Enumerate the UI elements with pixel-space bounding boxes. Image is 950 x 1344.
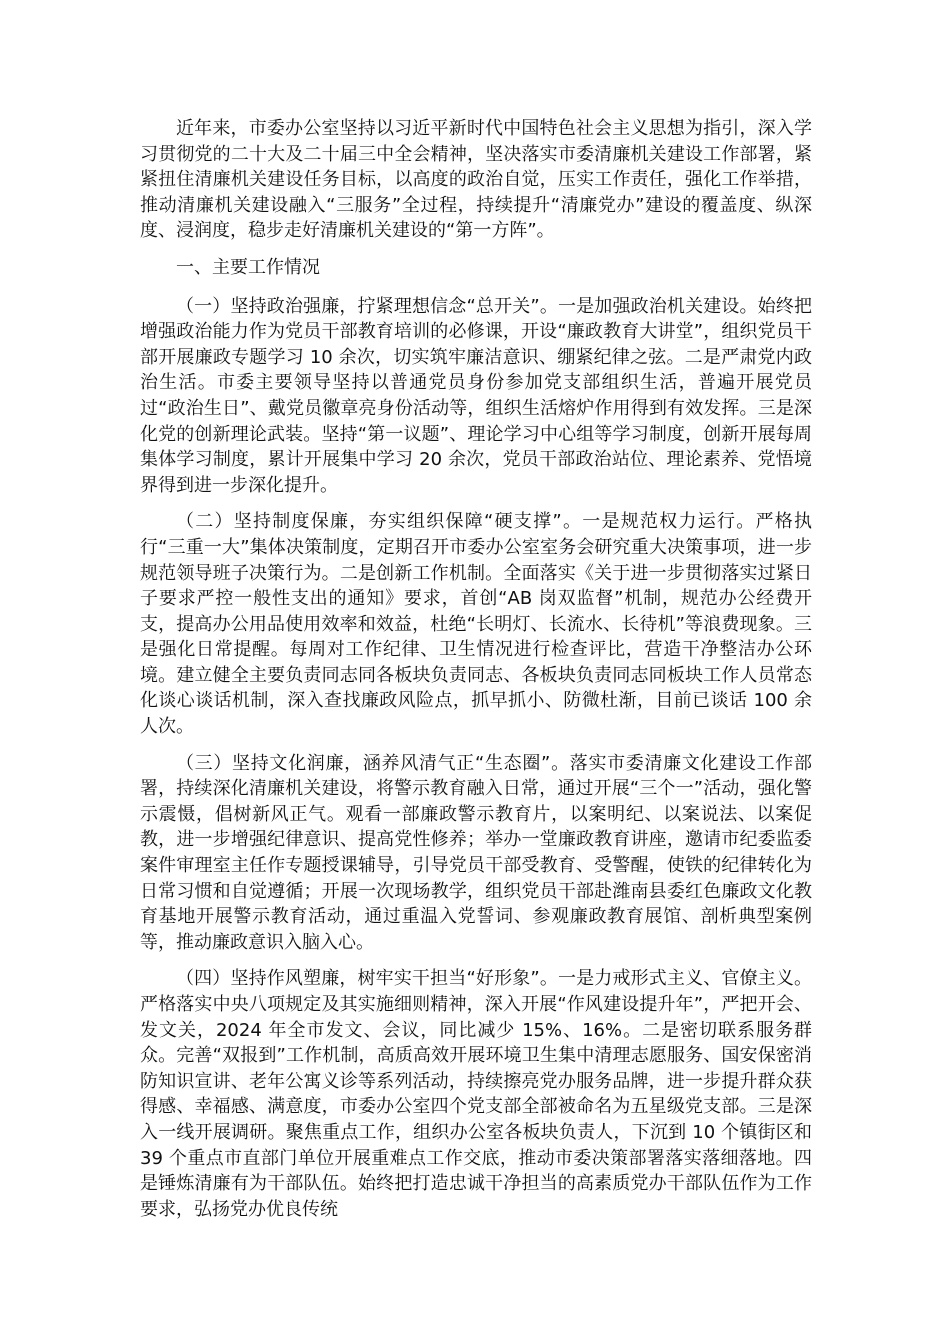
intro-paragraph: 近年来，市委办公室坚持以习近平新时代中国特色社会主义思想为指引，深入学习贯彻党的二十大及二十届三中全会精神，坚决落实市委清廉机关建设工作部署，紧紧扭住清廉机关建设任务目标，以高度的政治自觉，压实工作责任，强化工作举措，推动清廉机关建设融入“三服务”全过程，持续提升“清廉党办”建设的覆盖度、纵深度、浸润度，稳步走好清廉机关建设的“第一方阵”。	[140, 118, 812, 242]
section-heading: 一、主要工作情况	[176, 256, 320, 278]
paragraph-work-style: （四）坚持作风塑廉，树牢实干担当“好形象”。一是力戒形式主义、官僚主义。严格落实中央八项规定及其实施细则精神，深入开展“作风建设提升年”，严把开会、发文关，2024 年全市发文、会议，同比减少 15%、16%。二是密切联系服务群众。完善“双报到”工作机制，高质高效开展环境卫生集中清理志愿服务、国安保密消防知识宣讲、老年公寓义诊等系列活动，持续擦亮党办服务品牌，进一步提升群众获得感、幸福感、满意度，市委办公室四个党支部全部被命名为五星级党支部。三是深入一线开展调研。聚焦重点工作，组织办公室各板块负责人，下沉到 10 个镇街区和 39 个重点市直部门单位开展重难点工作交底，推动市委决策部署落实落细落地。四是锤炼清廉有为干部队伍。始终把打造忠诚干净担当的高素质党办干部队伍作为工作要求，弘扬党办优良传统	[140, 968, 812, 1220]
paragraph-institutional: （二）坚持制度保廉，夯实组织保障“硬支撑”。一是规范权力运行。严格执行“三重一大”集体决策制度，定期召开市委办公室室务会研究重大决策事项，进一步规范领导班子决策行为。二是创新工作机制。全面落实《关于进一步贯彻落实过紧日子要求严控一般性支出的通知》要求，首创“AB 岗双监督”机制，规范办公经费开支，提高办公用品使用效率和效益，杜绝“长明灯、长流水、长待机”等浪费现象。三是强化日常提醒。每周对工作纪律、卫生情况进行检查评比，营造干净整洁办公环境。建立健全主要负责同志同各板块负责同志、各板块负责同志同板块工作人员常态化谈心谈话机制，深入查找廉政风险点，抓早抓小、防微杜渐，目前已谈话 100 余人次。	[140, 511, 812, 738]
document-body	[140, 116, 812, 1233]
paragraph-political: （一）坚持政治强廉，拧紧理想信念“总开关”。一是加强政治机关建设。始终把增强政治能力作为党员干部教育培训的必修课，开设“廉政教育大讲堂”，组织党员干部开展廉政专题学习 10 余次，切实筑牢廉洁意识、绷紧纪律之弦。二是严肃党内政治生活。市委主要领导坚持以普通党员身份参加党支部组织生活，普遍开展党员过“政治生日”、戴党员徽章亮身份活动等，组织生活熔炉作用得到有效发挥。三是深化党的创新理论武装。坚持“第一议题”、理论学习中心组等学习制度，创新开展每周集体学习制度，累计开展集中学习 20 余次，党员干部政治站位、理论素养、党悟境界得到进一步深化提升。	[140, 295, 812, 496]
paragraph-cultural: （三）坚持文化润廉，涵养风清气正“生态圈”。落实市委清廉文化建设工作部署，持续深化清廉机关建设，将警示教育融入日常，通过开展“三个一”活动，强化警示震慑，倡树新风正气。观看一部廉政警示教育片，以案明纪、以案说法、以案促教，进一步增强纪律意识、提高党性修养；举办一堂廉政教育讲座，邀请市纪委监委案件审理室主任作专题授课辅导，引导党员干部受教育、受警醒，使铁的纪律转化为日常习惯和自觉遵循；开展一次现场教学，组织党员干部赴潍南县委红色廉政文化教育基地开展警示教育活动，通过重温入党誓词、参观廉政教育展馆、剖析典型案例等，推动廉政意识入脑入心。	[140, 752, 812, 953]
